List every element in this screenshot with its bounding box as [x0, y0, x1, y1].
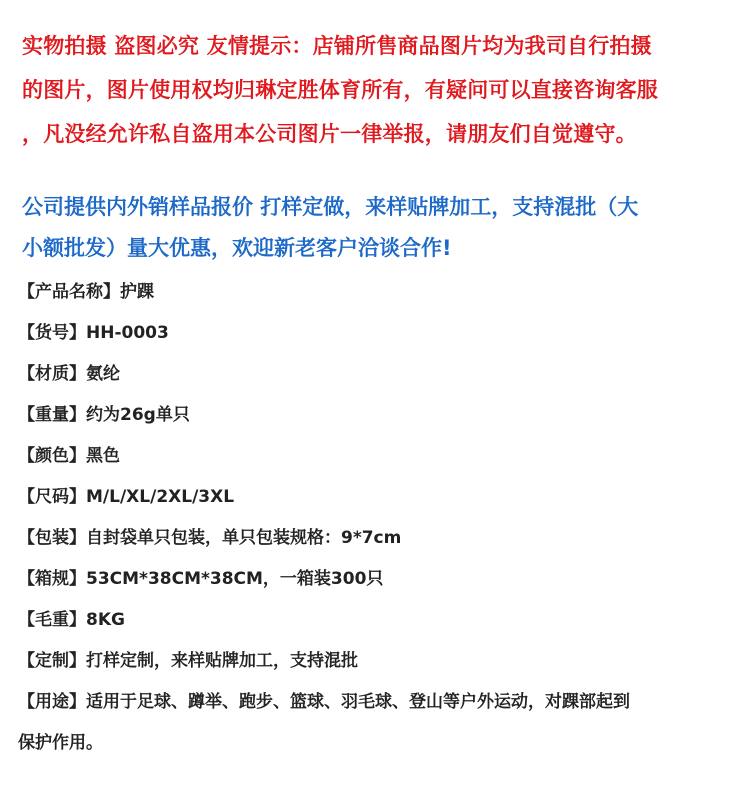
spec-key: 【 产品名称 】 — [18, 282, 120, 302]
spec-key: 【 货号 】 — [18, 323, 86, 343]
spec-value: 打样定制，来样贴牌加工，支持混批 — [86, 651, 358, 671]
company-promo — [22, 187, 734, 269]
spec-row-item-number — [18, 313, 734, 354]
spec-key: 【 箱规 】 — [18, 569, 86, 589]
spec-value: 黑色 — [86, 446, 120, 466]
spec-key: 【 尺码 】 — [18, 487, 86, 507]
spec-key: 【 包装 】 — [18, 528, 86, 548]
copyright-notice-line: 的图片，图片使用权均归琳定胜体育所有，有疑问可以直接咨询客服 — [22, 78, 658, 102]
spec-key: 【 毛重 】 — [18, 610, 86, 630]
spec-usage-line — [18, 723, 734, 764]
spec-value: 8KG — [86, 610, 125, 630]
spec-row-weight — [18, 395, 734, 436]
spec-row-packaging — [18, 518, 734, 559]
spec-row-customization — [18, 641, 734, 682]
spec-usage-line — [18, 682, 734, 723]
spec-key: 【 用途 】 — [18, 692, 86, 712]
spec-row-material — [18, 354, 734, 395]
spec-key: 【 重量 】 — [18, 405, 86, 425]
copyright-notice — [22, 24, 734, 156]
spec-key: 【 材质 】 — [18, 364, 86, 384]
company-promo-line: 小额批发）量大优惠，欢迎新老客户洽谈合作! — [22, 236, 452, 260]
spec-value: HH-0003 — [86, 323, 169, 343]
spec-row-product-name — [18, 272, 734, 313]
spec-row-gross-weight — [18, 600, 734, 641]
spec-key: 【 颜色 】 — [18, 446, 86, 466]
spec-row-usage — [18, 682, 734, 764]
spec-value: 适用于足球、蹲举、跑步、篮球、羽毛球、登山等户外运动，对踝部起到 — [86, 692, 630, 712]
spec-value: M/L/XL/2XL/3XL — [86, 487, 235, 507]
company-promo-line: 公司提供内外销样品报价 打样定做，来样贴牌加工，支持混批（大 — [22, 195, 639, 219]
spec-key: 【 定制 】 — [18, 651, 86, 671]
spec-value: 护踝 — [120, 282, 154, 302]
spec-value: 自封袋单只包装，单只包装规格：9*7cm — [86, 528, 402, 548]
copyright-notice-line: ，凡没经允许私自盗用本公司图片一律举报，请朋友们自觉遵守。 — [22, 122, 637, 146]
spec-value: 约为26g单只 — [86, 405, 190, 425]
product-spec-list — [18, 272, 734, 764]
spec-value: 53CM*38CM*38CM，一箱装300只 — [86, 569, 384, 589]
spec-row-size — [18, 477, 734, 518]
spec-row-color — [18, 436, 734, 477]
copyright-notice-line: 实物拍摄 盗图必究 友情提示：店铺所售商品图片均为我司自行拍摄 — [22, 34, 652, 58]
spec-value-continued: 保护作用。 — [18, 733, 103, 753]
spec-row-carton-spec — [18, 559, 734, 600]
spec-value: 氨纶 — [86, 364, 120, 384]
